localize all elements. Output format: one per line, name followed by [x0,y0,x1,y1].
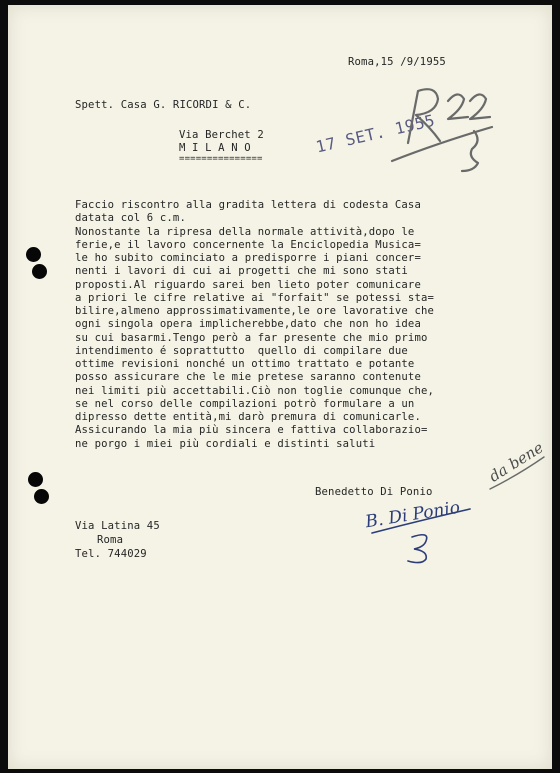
punch-hole [34,489,49,504]
letter-date: Roma,15 /9/1955 [348,56,446,68]
body-line: Nonostante la ripresa della normale attività,dopo le [75,225,415,238]
body-line: nenti i lavori di cui ai progetti che mi sono stati [75,265,408,278]
handwritten-code-mark [378,83,498,177]
typed-signature: Benedetto Di Ponio [315,486,433,498]
handwritten-margin-note: da bene [485,438,547,486]
recipient-name: Spett. Casa G. RICORDI & C. [75,99,252,111]
recipient-city: M I L A N O [179,142,251,154]
letter-body [75,199,434,451]
body-line: datata col 6 c.m. [75,212,186,225]
body-line: Faccio riscontro alla gradita lettera di codesta Casa [75,199,421,211]
letter-sheet [8,5,552,769]
body-line: ottime revisioni nonché un ottimo trattato e potante [75,358,415,370]
handwritten-signature: B. Di Ponio [364,497,462,533]
margin-note-underline [488,453,548,493]
sender-phone: Tel. 744029 [75,548,147,560]
body-line: ogni singola opera implicherebbe,dato che non ho idea [75,318,421,331]
body-line: le ho subito cominciato a predisporre i piani concer= [75,252,421,264]
body-line: posso assicurare che le mie pretese saranno contenute [75,371,421,384]
punch-hole [28,472,43,487]
signature-flourish [368,501,478,565]
body-line: a priori le cifre relative ai "forfait" se potessi sta= [75,291,435,304]
recipient-city-underline: =============== [179,154,263,164]
body-line: dipresso dette entità,mi darò premura di comunicarle. [75,411,421,423]
body-line: se nel corso delle compilazioni potrò formulare a un [75,397,415,410]
recipient-street: Via Berchet 2 [179,129,264,141]
sender-street: Via Latina 45 [75,520,160,532]
body-line: proposti.Al riguardo sarei ben lieto poter comunicare [75,278,421,291]
body-line: ne porgo i miei più cordiali e distinti saluti [75,437,376,450]
body-line: bilire,almeno approssimativamente,le ore lavorative che [75,305,435,317]
body-line: intendimento é soprattutto quello di compilare due [75,344,408,357]
received-date-stamp: 17 SET. 1955 [314,110,437,157]
body-line: Assicurando la mia più sincera e fattiva collaborazio= [75,424,428,437]
body-line: ferie,e il lavoro concernente la Enciclopedia Musica= [75,238,421,251]
sender-city: Roma [97,534,124,546]
body-line: su cui basarmi.Tengo però a far presente che mio primo [75,331,428,344]
punch-hole [26,247,41,262]
punch-hole [32,264,47,279]
body-line: nei limiti più accettabili.Ciò non toglie comunque che, [75,384,435,397]
